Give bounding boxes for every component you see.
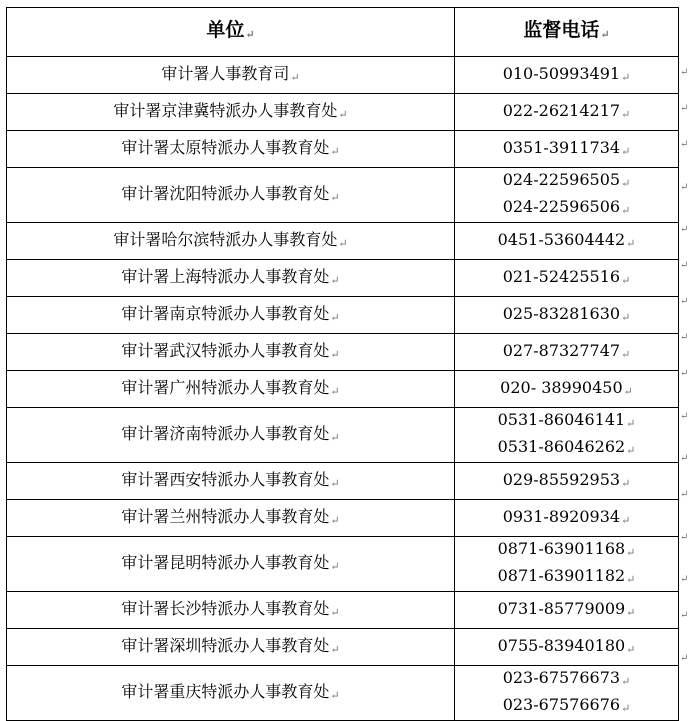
phone-number: 0931-8920934 xyxy=(502,506,621,526)
unit-name: 审计署太原特派办人事教育处 xyxy=(121,137,330,157)
phone-number: 024-22596506 xyxy=(502,197,621,216)
table-row xyxy=(7,57,679,94)
phone-line xyxy=(455,99,678,126)
phone-cell xyxy=(455,131,679,168)
phone-line xyxy=(455,505,678,532)
row-end-mark: ↵ xyxy=(680,67,688,78)
phone-number: 023-67576673 xyxy=(502,668,621,687)
unit-name: 审计署长沙特派办人事教育处 xyxy=(121,598,330,618)
phone-number: 023-67576676 xyxy=(502,695,621,714)
row-end-mark: ↵ xyxy=(680,139,688,150)
row-end-mark: ↵ xyxy=(680,182,688,193)
unit-name: 审计署广州特派办人事教育处 xyxy=(121,377,330,397)
paragraph-mark: ↵ xyxy=(290,70,300,84)
table-row xyxy=(7,537,679,592)
paragraph-mark: ↵ xyxy=(626,236,636,250)
phone-line xyxy=(455,265,678,292)
phone-number: 027-87327747 xyxy=(502,340,621,360)
unit-name: 审计署兰州特派办人事教育处 xyxy=(121,506,330,526)
phone-cell xyxy=(455,94,679,131)
paragraph-mark: ↵ xyxy=(626,546,636,559)
unit-name: 审计署重庆特派办人事教育处 xyxy=(121,681,330,701)
paragraph-mark: ↵ xyxy=(330,190,340,204)
paragraph-mark: ↵ xyxy=(330,642,340,656)
header-phone-text: 监督电话 xyxy=(523,18,600,41)
phone-line xyxy=(455,468,678,495)
phone-line xyxy=(455,634,678,661)
right-edge-marks xyxy=(680,0,688,713)
paragraph-mark: ↵ xyxy=(330,273,340,287)
unit-name: 审计署沈阳特派办人事教育处 xyxy=(121,183,330,203)
phone-number: 010-50993491 xyxy=(502,63,621,83)
table-row xyxy=(7,371,679,408)
unit-cell xyxy=(7,94,455,131)
header-unit xyxy=(7,8,455,57)
phone-number: 0531-86046262 xyxy=(497,437,626,456)
header-phone xyxy=(455,8,679,57)
table-row xyxy=(7,223,679,260)
row-end-mark: ↵ xyxy=(680,453,688,464)
paragraph-mark: ↵ xyxy=(330,688,340,702)
paragraph-mark: ↵ xyxy=(330,513,340,527)
unit-cell xyxy=(7,592,455,629)
paragraph-mark: ↵ xyxy=(621,476,631,490)
phone-number: 0731-85779009 xyxy=(497,598,626,618)
unit-name: 审计署京津冀特派办人事教育处 xyxy=(113,100,338,120)
phone-number: 025-83281630 xyxy=(502,303,621,323)
row-end-mark: ↵ xyxy=(680,653,688,664)
phone-line xyxy=(455,597,678,624)
row-end-mark: ↵ xyxy=(680,610,688,621)
unit-cell xyxy=(7,168,455,223)
table-row xyxy=(7,297,679,334)
phone-line xyxy=(455,62,678,89)
paragraph-mark: ↵ xyxy=(626,605,636,619)
paragraph-mark: ↵ xyxy=(626,642,636,656)
table-row xyxy=(7,168,679,223)
phone-cell xyxy=(455,371,679,408)
paragraph-mark: ↵ xyxy=(330,605,340,619)
table-body xyxy=(7,8,679,721)
paragraph-mark: ↵ xyxy=(600,27,610,41)
unit-cell xyxy=(7,57,455,94)
paragraph-mark: ↵ xyxy=(626,417,636,430)
paragraph-mark: ↵ xyxy=(621,107,631,121)
phone-cell xyxy=(455,537,679,592)
phone-line xyxy=(455,195,678,222)
phone-cell xyxy=(455,592,679,629)
row-end-mark: ↵ xyxy=(680,260,688,271)
unit-cell xyxy=(7,500,455,537)
phone-line xyxy=(455,435,678,462)
table-row xyxy=(7,131,679,168)
unit-cell xyxy=(7,629,455,666)
row-end-mark: ↵ xyxy=(680,296,688,307)
paragraph-mark: ↵ xyxy=(330,476,340,490)
phone-number: 020- 38990450 xyxy=(500,377,623,397)
row-end-mark: ↵ xyxy=(680,332,688,343)
phone-number: 0871-63901168 xyxy=(497,539,626,558)
paragraph-mark: ↵ xyxy=(621,70,631,84)
header-unit-text: 单位 xyxy=(206,18,245,41)
phone-number: 022-26214217 xyxy=(502,100,621,120)
paragraph-mark: ↵ xyxy=(330,559,340,573)
phone-cell xyxy=(455,168,679,223)
table-row xyxy=(7,629,679,666)
phone-cell xyxy=(455,500,679,537)
phone-cell xyxy=(455,57,679,94)
table-row xyxy=(7,463,679,500)
paragraph-mark: ↵ xyxy=(338,107,348,121)
row-end-mark: ↵ xyxy=(680,103,688,114)
table-row xyxy=(7,260,679,297)
row-end-mark: ↵ xyxy=(680,574,688,585)
paragraph-mark: ↵ xyxy=(621,347,631,361)
unit-name: 审计署上海特派办人事教育处 xyxy=(121,266,330,286)
phone-line xyxy=(455,408,678,435)
row-end-mark: ↵ xyxy=(680,411,688,422)
phone-cell xyxy=(455,334,679,371)
unit-cell xyxy=(7,537,455,592)
paragraph-mark: ↵ xyxy=(623,384,633,398)
phone-cell xyxy=(455,223,679,260)
phone-number: 0451-53604442 xyxy=(497,229,626,249)
paragraph-mark: ↵ xyxy=(621,675,631,688)
table-row xyxy=(7,334,679,371)
unit-cell xyxy=(7,666,455,721)
paragraph-mark: ↵ xyxy=(621,144,631,158)
phone-cell xyxy=(455,297,679,334)
phone-cell xyxy=(455,463,679,500)
phone-line xyxy=(455,302,678,329)
phone-line xyxy=(455,666,678,693)
paragraph-mark: ↵ xyxy=(626,444,636,457)
unit-name: 审计署人事教育司 xyxy=(161,63,290,83)
unit-name: 审计署哈尔滨特派办人事教育处 xyxy=(113,229,338,249)
unit-cell xyxy=(7,260,455,297)
paragraph-mark: ↵ xyxy=(621,273,631,287)
phone-cell xyxy=(455,666,679,721)
unit-cell xyxy=(7,223,455,260)
table-row xyxy=(7,666,679,721)
phone-line xyxy=(455,339,678,366)
table-row xyxy=(7,592,679,629)
table-header-row xyxy=(7,8,679,57)
phone-line xyxy=(455,564,678,591)
unit-cell xyxy=(7,408,455,463)
paragraph-mark: ↵ xyxy=(330,384,340,398)
row-end-mark: ↵ xyxy=(680,368,688,379)
paragraph-mark: ↵ xyxy=(621,310,631,324)
phone-number: 0871-63901182 xyxy=(497,566,626,585)
phone-line xyxy=(455,376,678,403)
row-end-mark: ↵ xyxy=(680,532,688,543)
paragraph-mark: ↵ xyxy=(621,177,631,190)
table-row xyxy=(7,94,679,131)
phone-cell xyxy=(455,408,679,463)
unit-name: 审计署南京特派办人事教育处 xyxy=(121,303,330,323)
paragraph-mark: ↵ xyxy=(621,204,631,217)
phone-number: 024-22596505 xyxy=(502,170,621,189)
row-end-mark: ↵ xyxy=(680,224,688,235)
phone-cell xyxy=(455,629,679,666)
unit-cell xyxy=(7,463,455,500)
phone-line xyxy=(455,693,678,720)
phone-number: 021-52425516 xyxy=(502,266,621,286)
paragraph-mark: ↵ xyxy=(330,310,340,324)
paragraph-mark: ↵ xyxy=(338,236,348,250)
unit-name: 审计署昆明特派办人事教育处 xyxy=(121,552,330,572)
phone-line xyxy=(455,136,678,163)
unit-name: 审计署济南特派办人事教育处 xyxy=(121,423,330,443)
unit-name: 审计署深圳特派办人事教育处 xyxy=(121,635,330,655)
unit-cell xyxy=(7,371,455,408)
unit-name: 审计署西安特派办人事教育处 xyxy=(121,469,330,489)
row-end-mark: ↵ xyxy=(680,489,688,500)
supervision-phone-table xyxy=(6,7,679,721)
phone-line xyxy=(455,168,678,195)
phone-number: 0351-3911734 xyxy=(502,137,621,157)
paragraph-mark: ↵ xyxy=(245,27,255,41)
table-row xyxy=(7,408,679,463)
unit-cell xyxy=(7,334,455,371)
phone-number: 0531-86046141 xyxy=(497,410,626,429)
phone-cell xyxy=(455,260,679,297)
paragraph-mark: ↵ xyxy=(330,144,340,158)
paragraph-mark: ↵ xyxy=(626,573,636,586)
phone-number: 0755-83940180 xyxy=(497,635,626,655)
paragraph-mark: ↵ xyxy=(330,347,340,361)
phone-line xyxy=(455,537,678,564)
phone-number: 029-85592953 xyxy=(502,469,621,489)
table-row xyxy=(7,500,679,537)
paragraph-mark: ↵ xyxy=(621,702,631,715)
unit-cell xyxy=(7,131,455,168)
paragraph-mark: ↵ xyxy=(621,513,631,527)
phone-line xyxy=(455,228,678,255)
unit-name: 审计署武汉特派办人事教育处 xyxy=(121,340,330,360)
unit-cell xyxy=(7,297,455,334)
paragraph-mark: ↵ xyxy=(330,430,340,444)
